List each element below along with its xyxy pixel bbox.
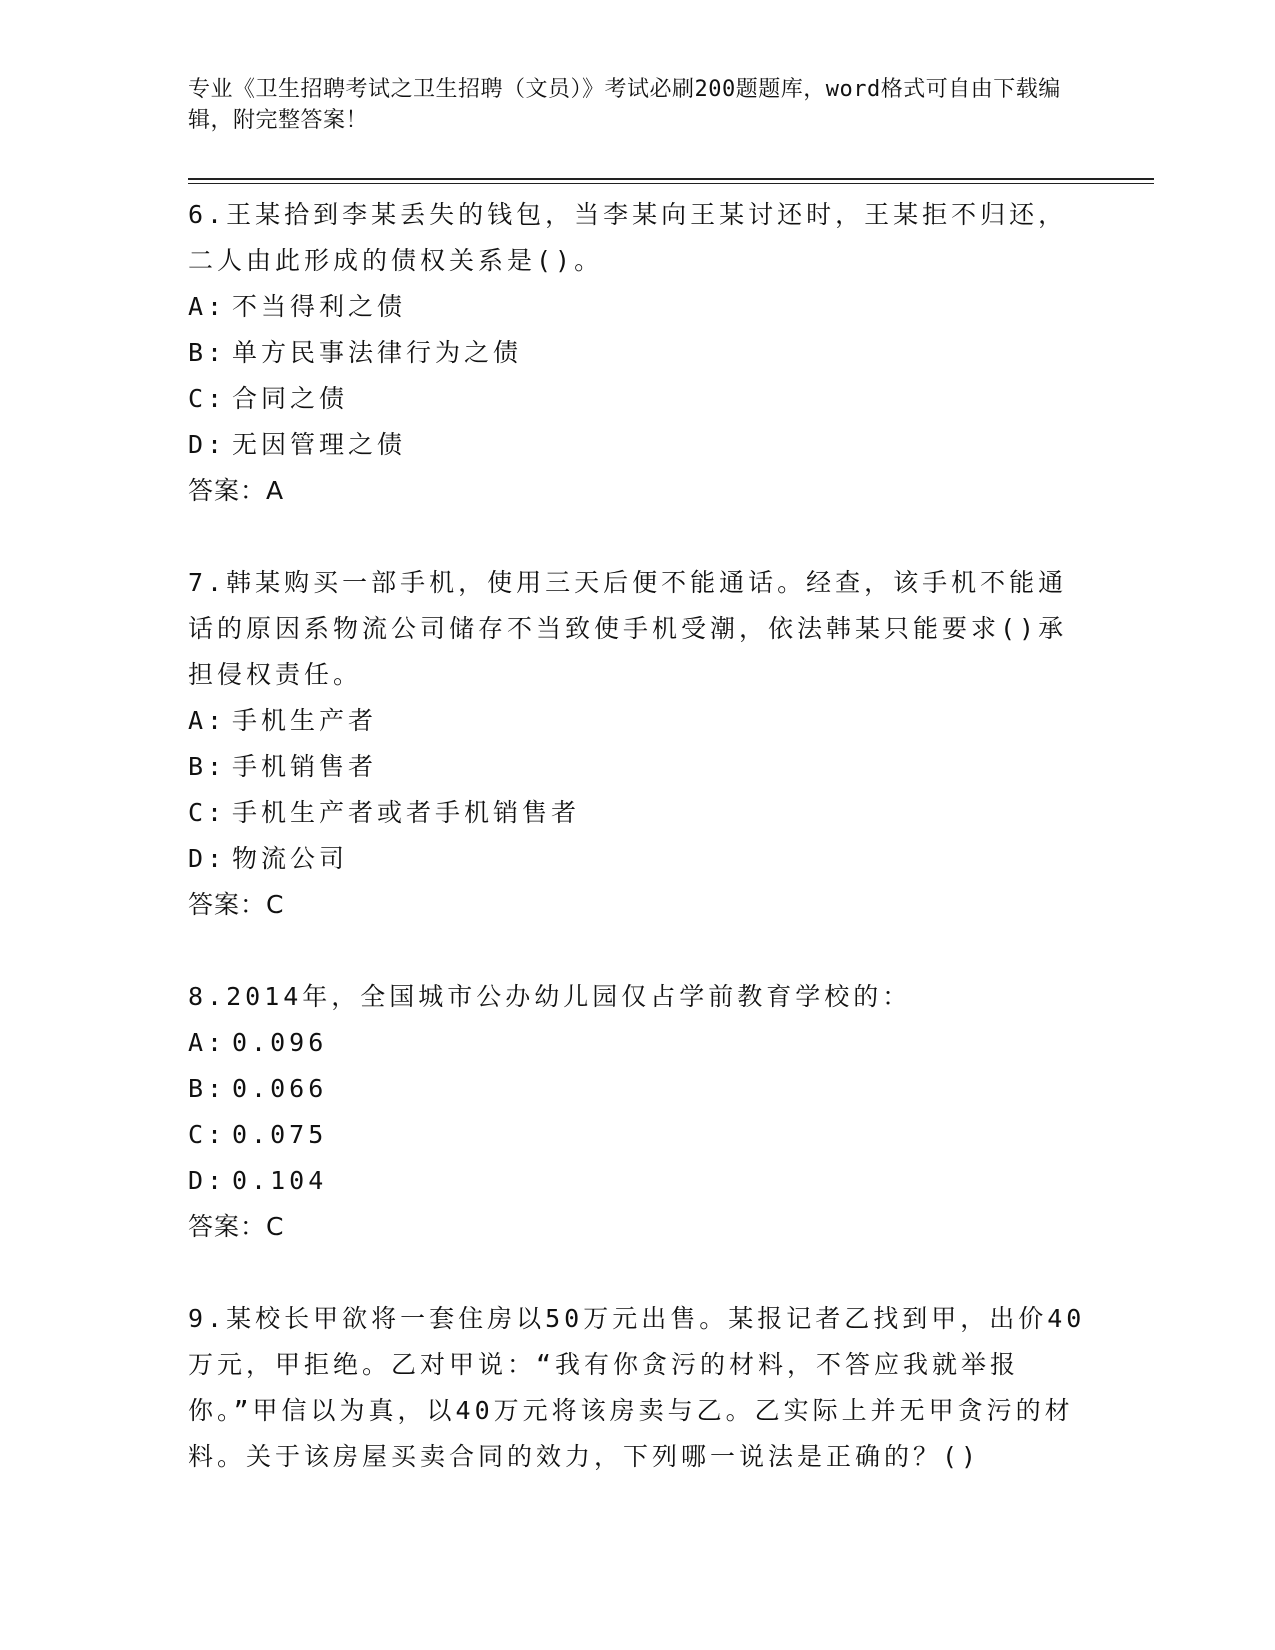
question-stem: 6.王某拾到李某丢失的钱包，当李某向王某讨还时，王某拒不归还，二人由此形成的债权关系是()。 bbox=[188, 200, 1068, 275]
option-text: 手机生产者 bbox=[232, 706, 378, 735]
option-text: 合同之债 bbox=[232, 384, 349, 413]
option-c bbox=[188, 376, 1088, 422]
question-6 bbox=[188, 192, 1088, 514]
answer-line: 答案：A bbox=[188, 476, 285, 505]
question-7 bbox=[188, 560, 1088, 928]
question-list bbox=[188, 192, 1088, 1526]
option-letter: A: bbox=[188, 706, 227, 735]
option-letter: C: bbox=[188, 384, 227, 413]
option-d bbox=[188, 1158, 1088, 1204]
option-d bbox=[188, 836, 1088, 882]
option-c bbox=[188, 1112, 1088, 1158]
question-stem: 8.2014年，全国城市公办幼儿园仅占学前教育学校的： bbox=[188, 982, 912, 1011]
question-8 bbox=[188, 974, 1088, 1250]
option-letter: B: bbox=[188, 1074, 227, 1103]
option-b bbox=[188, 744, 1088, 790]
option-b bbox=[188, 330, 1088, 376]
option-text: 手机销售者 bbox=[232, 752, 378, 781]
question-stem: 9.某校长甲欲将一套住房以50万元出售。某报记者乙找到甲，出价40万元，甲拒绝。乙对甲说：“我有你贪污的材料，不答应我就举报你。”甲信以为真，以40万元将该房卖与乙。乙实际上并无甲贪污的材料。关于该房屋买卖合同的效力，下列哪一说法是正确的？() bbox=[188, 1304, 1086, 1471]
option-c bbox=[188, 790, 1088, 836]
option-letter: A: bbox=[188, 1028, 227, 1057]
answer-line: 答案：C bbox=[188, 1212, 285, 1241]
option-b bbox=[188, 1066, 1088, 1112]
option-letter: B: bbox=[188, 338, 227, 367]
option-text: 不当得利之债 bbox=[232, 292, 407, 321]
option-letter: B: bbox=[188, 752, 227, 781]
option-text: 0.096 bbox=[232, 1028, 328, 1057]
option-text: 单方民事法律行为之债 bbox=[232, 338, 523, 367]
option-d bbox=[188, 422, 1088, 468]
option-a bbox=[188, 698, 1088, 744]
header-divider-thick bbox=[188, 178, 1154, 180]
option-a bbox=[188, 284, 1088, 330]
option-a bbox=[188, 1020, 1088, 1066]
option-text: 0.104 bbox=[232, 1166, 328, 1195]
option-text: 物流公司 bbox=[232, 844, 349, 873]
option-letter: D: bbox=[188, 844, 227, 873]
option-letter: D: bbox=[188, 430, 227, 459]
answer-line: 答案：C bbox=[188, 890, 285, 919]
option-letter: C: bbox=[188, 1120, 227, 1149]
option-letter: A: bbox=[188, 292, 227, 321]
option-letter: C: bbox=[188, 798, 227, 827]
option-text: 0.066 bbox=[232, 1074, 328, 1103]
question-9 bbox=[188, 1296, 1088, 1480]
header-divider-thin bbox=[188, 183, 1154, 184]
option-text: 0.075 bbox=[232, 1120, 328, 1149]
option-text: 无因管理之债 bbox=[232, 430, 407, 459]
option-text: 手机生产者或者手机销售者 bbox=[232, 798, 581, 827]
question-stem: 7.韩某购买一部手机，使用三天后便不能通话。经查，该手机不能通话的原因系物流公司储存不当致使手机受潮，依法韩某只能要求()承担侵权责任。 bbox=[188, 568, 1068, 689]
document-header: 专业《卫生招聘考试之卫生招聘（文员）》考试必刷200题题库，word格式可自由下载编辑，附完整答案！ bbox=[188, 77, 1061, 133]
option-letter: D: bbox=[188, 1166, 227, 1195]
